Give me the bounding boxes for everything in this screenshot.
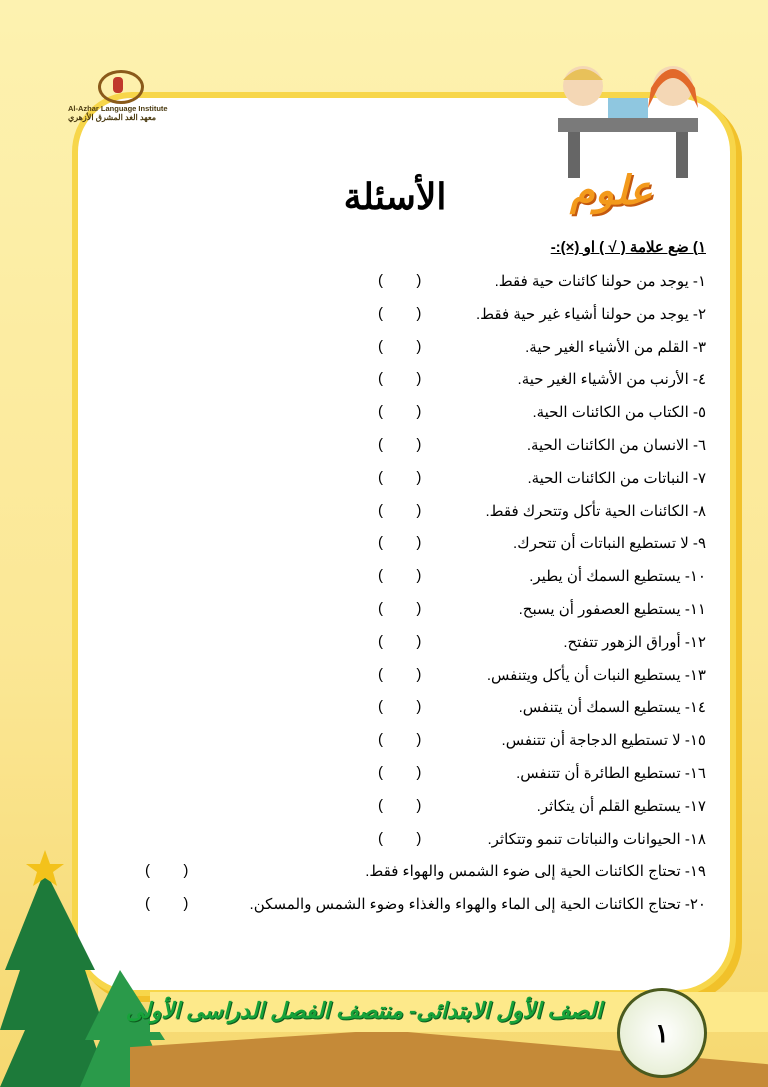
answer-blank[interactable]: ( ) — [378, 796, 422, 814]
answer-blank[interactable]: ( ) — [378, 764, 422, 781]
answer-blank[interactable]: ( ) — [378, 370, 422, 388]
question-item: ٥- الكتاب من الكائنات الحية. — [532, 404, 706, 422]
answer-blank[interactable]: ( ) — [378, 698, 422, 716]
question-item: ١٠- يستطيع السمك أن يطير. — [529, 568, 706, 586]
question-item: ٢- يوجد من حولنا أشياء غير حية فقط. — [476, 305, 706, 323]
answer-blank[interactable]: ( ) — [378, 829, 422, 847]
answer-blank[interactable]: ( ) — [378, 272, 422, 289]
scientists-illustration — [548, 58, 708, 178]
answer-blank[interactable]: ( ) — [378, 731, 422, 749]
subject-logo: علوم — [570, 169, 653, 213]
question-item: ١٧- يستطيع القلم أن يتكاثر. — [536, 797, 706, 815]
answer-blank[interactable]: ( ) — [378, 436, 422, 453]
answer-blank[interactable]: ( ) — [378, 600, 422, 617]
logo-emblem-icon — [98, 70, 144, 104]
question-item: ١٤- يستطيع السمك أن يتنفس. — [518, 699, 706, 717]
question-item: ٨- الكائنات الحية تأكل وتتحرك فقط. — [485, 502, 706, 520]
footer-grade-text: الصف الأول الابتدائى- منتصف الفصل الدراسى الأولى — [125, 998, 602, 1023]
question-item: ١٩- تحتاج الكائنات الحية إلى ضوء الشمس والهواء فقط. — [365, 863, 706, 881]
answer-blank[interactable]: ( ) — [378, 567, 422, 585]
logo-arabic-text: معهد الغد المشرق الأزهري — [68, 113, 157, 122]
page-title: الأسئلة — [343, 176, 447, 217]
question-item: ١٢- أوراق الزهور تتفتح. — [563, 633, 706, 651]
answer-blank[interactable]: ( ) — [378, 304, 422, 322]
answer-blank[interactable]: ( ) — [378, 403, 422, 421]
question-item: ٩- لا تستطيع النباتات أن تتحرك. — [513, 535, 706, 553]
institute-logo — [68, 70, 178, 122]
question-item: ١٨- الحيوانات والنباتات تنمو وتتكاثر. — [487, 830, 706, 848]
answer-blank[interactable]: ( ) — [378, 337, 422, 355]
question-item: ٧- النباتات من الكائنات الحية. — [527, 469, 706, 487]
page-number: ١ — [617, 988, 707, 1078]
question-item: ٤- الأرنب من الأشياء الغير حية. — [517, 371, 706, 389]
answer-blank[interactable]: ( ) — [378, 534, 422, 552]
question-item: ٣- القلم من الأشياء الغير حية. — [525, 338, 706, 356]
question-item: ٦- الانسان من الكائنات الحية. — [526, 437, 706, 454]
question-header: ١) ضع علامة ( √ ) او (×):- — [550, 239, 706, 256]
answer-blank[interactable]: ( ) — [145, 895, 189, 913]
answer-blank[interactable]: ( ) — [378, 468, 422, 486]
logo-english-text: Al-Azhar Language Institute — [68, 104, 168, 113]
question-item: ١٣- يستطيع النبات أن يأكل ويتنفس. — [486, 666, 706, 684]
answer-blank[interactable]: ( ) — [378, 501, 422, 519]
question-item: ٢٠- تحتاج الكائنات الحية إلى الماء والهواء والغذاء وضوء الشمس والمسكن. — [249, 896, 706, 914]
question-item: ١٦- تستطيع الطائرة أن تتنفس. — [516, 765, 706, 782]
answer-blank[interactable]: ( ) — [145, 862, 189, 880]
question-item: ١٥- لا تستطيع الدجاجة أن تتنفس. — [501, 732, 706, 750]
answer-blank[interactable]: ( ) — [378, 665, 422, 683]
question-item: ١- يوجد من حولنا كائنات حية فقط. — [494, 273, 706, 290]
answer-blank[interactable]: ( ) — [378, 632, 422, 650]
question-item: ١١- يستطيع العصفور أن يسبح. — [518, 601, 706, 618]
